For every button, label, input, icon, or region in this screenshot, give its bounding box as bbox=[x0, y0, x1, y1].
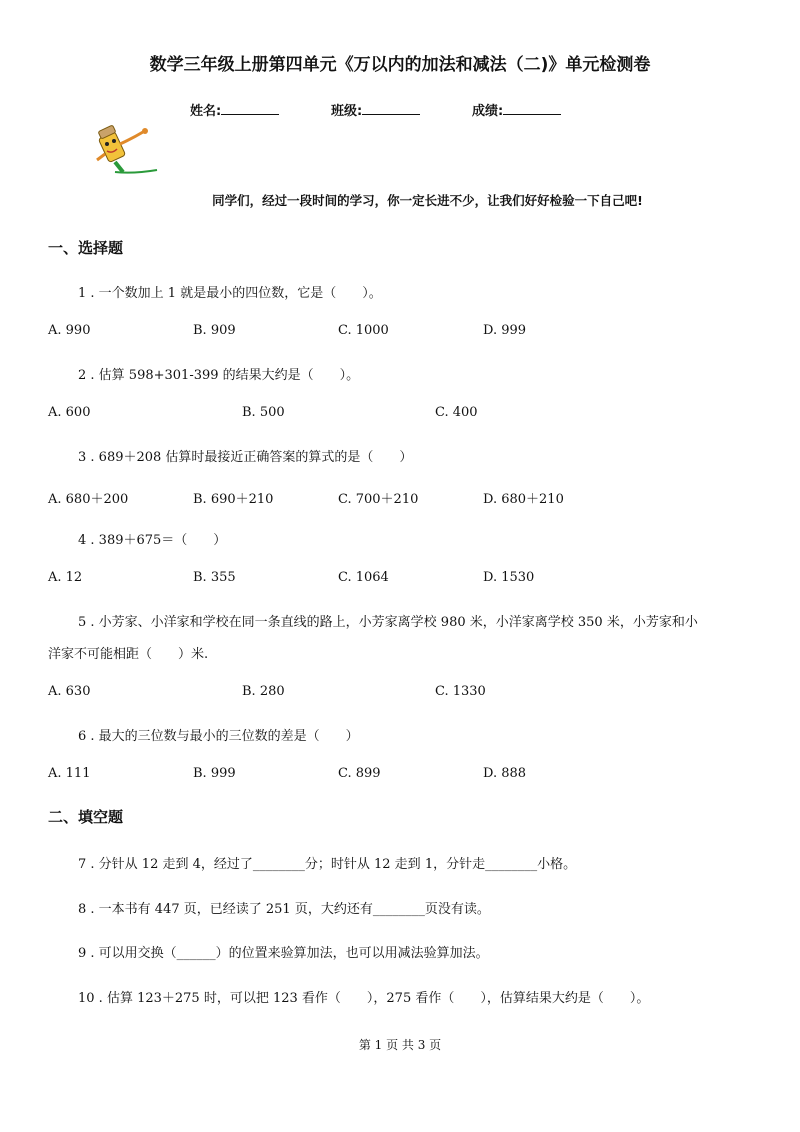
question-3: 3 . 689＋208 估算时最接近正确答案的算式的是（ ） bbox=[78, 450, 413, 465]
q4-option-d[interactable]: D. 1530 bbox=[483, 570, 535, 585]
q4-option-a[interactable]: A. 12 bbox=[48, 570, 83, 585]
name-blank[interactable] bbox=[221, 102, 279, 115]
question-8: 8 . 一本书有 447 页，已经读了 251 页，大约还有________页没有读。 bbox=[78, 902, 490, 917]
name-field bbox=[190, 100, 279, 119]
class-blank[interactable] bbox=[362, 102, 420, 115]
greeting-text: 同学们，经过一段时间的学习，你一定长进不少，让我们好好检验一下自己吧! bbox=[212, 193, 643, 208]
q1-option-d[interactable]: D. 999 bbox=[483, 323, 527, 338]
question-6: 6 . 最大的三位数与最小的三位数的差是（ ） bbox=[78, 729, 359, 744]
q1-option-a[interactable]: A. 990 bbox=[48, 323, 91, 338]
question-7: 7 . 分针从 12 走到 4，经过了________分；时针从 12 走到 1，分针走________小格。 bbox=[78, 857, 577, 872]
q2-option-a[interactable]: A. 600 bbox=[48, 405, 91, 420]
q4-option-c[interactable]: C. 1064 bbox=[338, 570, 389, 585]
question-5-line-2: 洋家不可能相距（ ）米. bbox=[48, 647, 209, 662]
q2-option-c[interactable]: C. 400 bbox=[435, 405, 478, 420]
q4-option-b[interactable]: B. 355 bbox=[193, 570, 236, 585]
question-4: 4 . 389＋675＝（ ） bbox=[78, 533, 227, 548]
question-1: 1 . 一个数加上 1 就是最小的四位数，它是（ ）。 bbox=[78, 286, 382, 301]
question-2: 2 . 估算 598+301-399 的结果大约是（ ）。 bbox=[78, 368, 360, 383]
section-choice-heading: 一、选择题 bbox=[48, 239, 124, 257]
q2-option-b[interactable]: B. 500 bbox=[242, 405, 285, 420]
page-title: 数学三年级上册第四单元《万以内的加法和减法（二)》单元检测卷 bbox=[149, 55, 651, 75]
q1-option-c[interactable]: C. 1000 bbox=[338, 323, 389, 338]
q5-option-a[interactable]: A. 630 bbox=[48, 684, 91, 699]
question-9: 9 . 可以用交换（______）的位置来验算加法，也可以用减法验算加法。 bbox=[78, 946, 489, 961]
q6-option-d[interactable]: D. 888 bbox=[483, 766, 527, 781]
q6-option-a[interactable]: A. 111 bbox=[48, 766, 91, 781]
pencil-mascot-icon bbox=[93, 124, 163, 178]
score-label: 成绩: bbox=[472, 104, 504, 119]
section-fill-heading: 二、填空题 bbox=[48, 808, 124, 826]
page-footer: 第 1 页 共 3 页 bbox=[358, 1038, 442, 1052]
q3-option-a[interactable]: A. 680＋200 bbox=[48, 492, 129, 507]
score-field bbox=[472, 100, 561, 119]
q5-option-c[interactable]: C. 1330 bbox=[435, 684, 486, 699]
name-label: 姓名: bbox=[190, 104, 222, 119]
q5-option-b[interactable]: B. 280 bbox=[242, 684, 285, 699]
score-blank[interactable] bbox=[503, 102, 561, 115]
q6-option-b[interactable]: B. 999 bbox=[193, 766, 236, 781]
q3-option-d[interactable]: D. 680＋210 bbox=[483, 492, 564, 507]
class-label: 班级: bbox=[331, 104, 363, 119]
q3-option-c[interactable]: C. 700＋210 bbox=[338, 492, 419, 507]
q6-option-c[interactable]: C. 899 bbox=[338, 766, 381, 781]
question-10: 10 . 估算 123＋275 时，可以把 123 看作（ ），275 看作（ ），估算结果大约是（ ）。 bbox=[78, 991, 650, 1006]
q3-option-b[interactable]: B. 690＋210 bbox=[193, 492, 274, 507]
q1-option-b[interactable]: B. 909 bbox=[193, 323, 236, 338]
question-5-line-1: 5 . 小芳家、小洋家和学校在同一条直线的路上，小芳家离学校 980 米，小洋家离学校 350 米，小芳家和小 bbox=[78, 615, 698, 630]
class-field bbox=[331, 100, 420, 119]
